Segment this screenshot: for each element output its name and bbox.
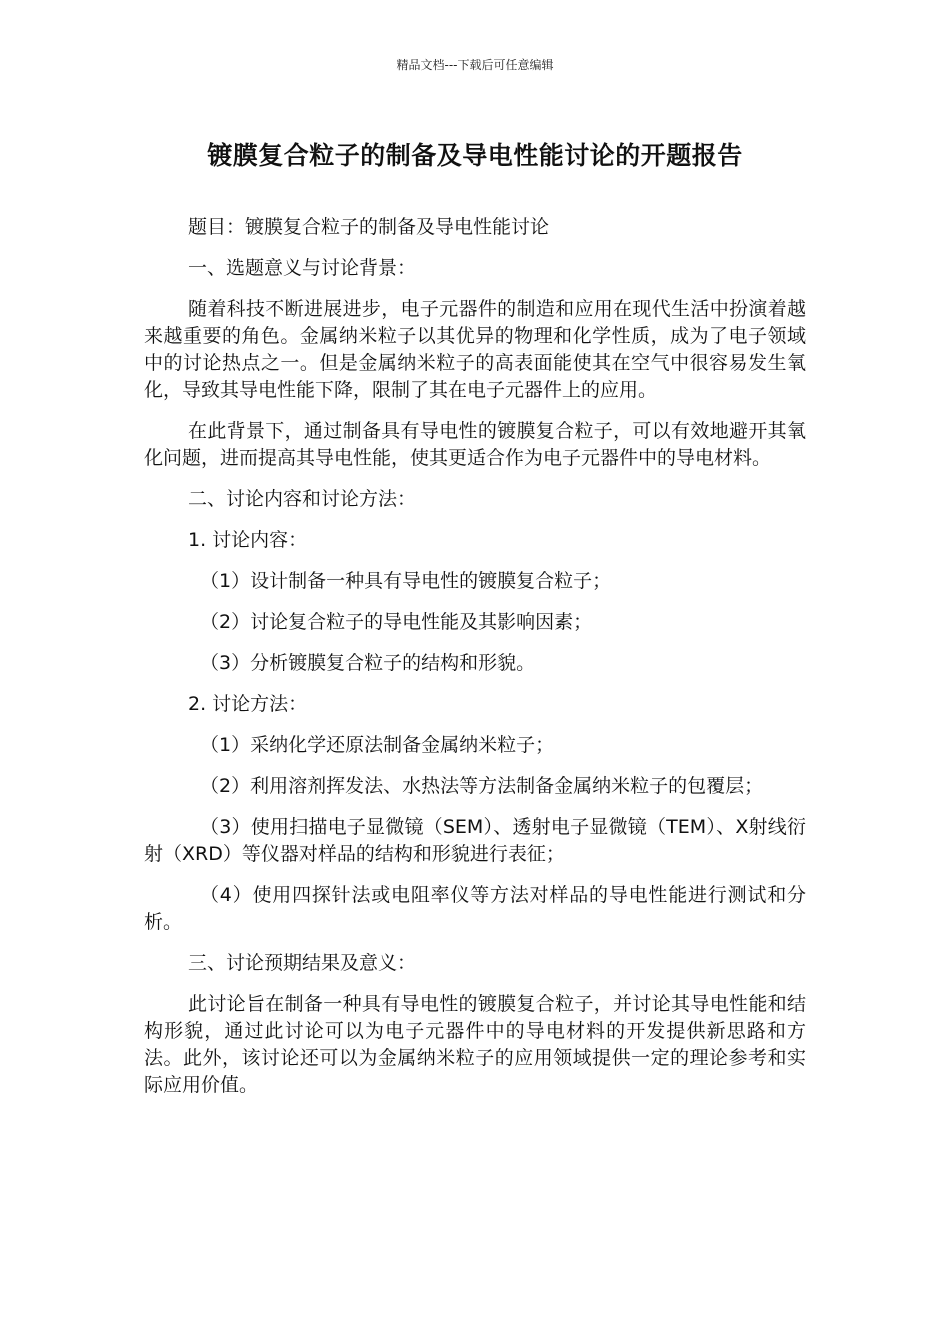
subheading-methods: 2. 讨论方法： [188,693,308,715]
content-item-2: （2）讨论复合粒子的导电性能及其影响因素； [200,611,593,633]
section-heading-background: 一、选题意义与讨论背景： [188,257,417,279]
method-item-2: （2）利用溶剂挥发法、水热法等方法制备金属纳米粒子的包覆层； [200,775,764,797]
document-body [144,214,806,1113]
method-item-1: （1）采纳化学还原法制备金属纳米粒子； [200,734,555,756]
method-item-4: （4）使用四探针法或电阻率仪等方法对样品的导电性能进行测试和分析。 [144,884,806,933]
expected-results-paragraph: 此讨论旨在制备一种具有导电性的镀膜复合粒子，并讨论其导电性能和结构形貌，通过此讨论可以为电子元器件中的导电材料的开发提供新思路和方法。此外，该讨论还可以为金属纳米粒子的应用领域提供一定的理论参考和实际应用价值。 [144,993,806,1096]
method-item-3: （3）使用扫描电子显微镜（SEM）、透射电子显微镜（TEM）、X射线衍射（XRD）等仪器对样品的结构和形貌进行表征； [144,816,806,865]
background-paragraph-2: 在此背景下，通过制备具有导电性的镀膜复合粒子，可以有效地避开其氧化问题，进而提高其导电性能，使其更适合作为电子元器件中的导电材料。 [144,420,806,469]
page-header: 精品文档---下载后可任意编辑 [396,58,554,72]
content-item-1: （1）设计制备一种具有导电性的镀膜复合粒子； [200,570,612,592]
section-heading-expected-results: 三、讨论预期结果及意义： [188,952,417,974]
subheading-content: 1. 讨论内容： [188,529,308,551]
document-title: 镀膜复合粒子的制备及导电性能讨论的开题报告 [207,141,743,170]
background-paragraph-1: 随着科技不断进展进步，电子元器件的制造和应用在现代生活中扮演着越来越重要的角色。金属纳米粒子以其优异的物理和化学性质，成为了电子领域中的讨论热点之一。但是金属纳米粒子的高表面能使其在空气中很容易发生氧化，导致其导电性能下降，限制了其在电子元器件上的应用。 [144,298,806,401]
topic-line: 题目：镀膜复合粒子的制备及导电性能讨论 [188,216,550,238]
content-item-3: （3）分析镀膜复合粒子的结构和形貌。 [200,652,536,674]
section-heading-content-methods: 二、讨论内容和讨论方法： [188,488,417,510]
